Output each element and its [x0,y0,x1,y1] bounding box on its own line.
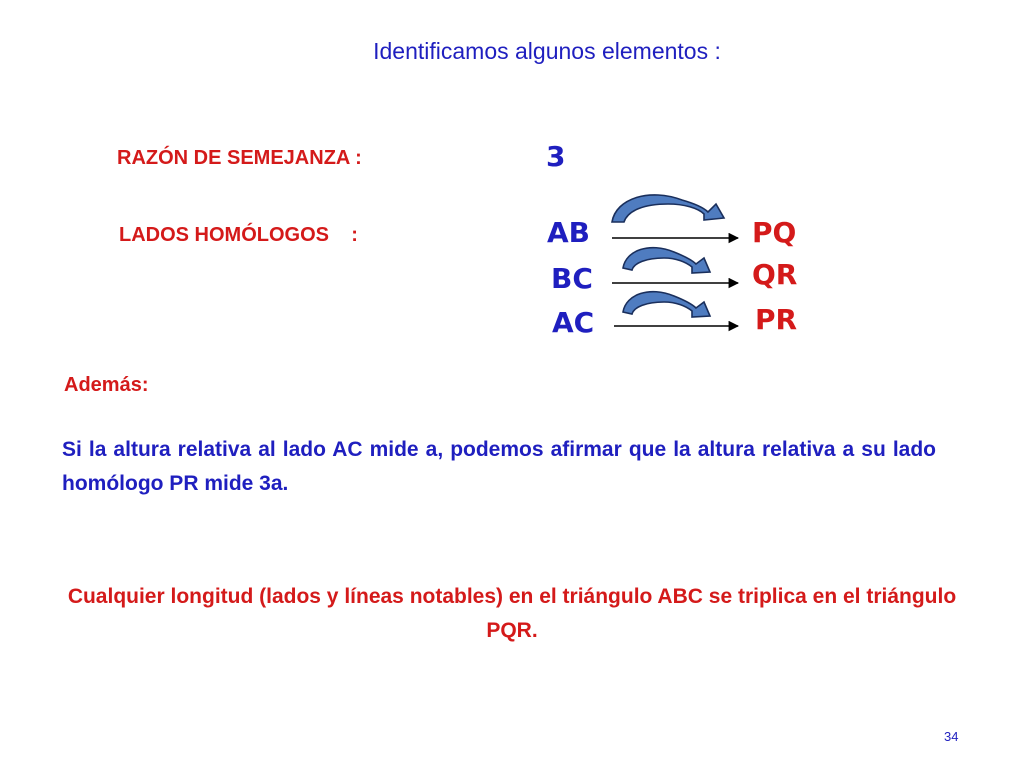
pair-right-pr: PR [755,303,798,336]
curved-arrow-icon [612,195,724,222]
razon-value: 3 [546,140,566,173]
conclusion-note: Cualquier longitud (lados y líneas notables) en el triángulo ABC se triplica en el triángulo PQR. [67,585,957,642]
slide-title: Identificamos algunos elementos : [373,38,721,64]
razon-label: RAZÓN DE SEMEJANZA : [117,147,362,169]
ademas-label: Además: [64,374,149,396]
pair-left-ab: AB [547,216,591,249]
pair-right-pq: PQ [752,216,797,249]
body-paragraph: Si la altura relativa al lado AC mide a, podemos afirmar que la altura relativa a su lado homólogo PR mide 3a. [62,438,936,495]
lados-label: LADOS HOMÓLOGOS : [119,224,358,246]
curved-arrow-icon [623,292,710,317]
pair-left-bc: BC [551,262,593,295]
curved-arrow-icon [623,248,710,273]
page-number: 34 [944,729,959,744]
pair-right-qr: QR [752,258,798,291]
pair-left-ac: AC [552,306,595,339]
